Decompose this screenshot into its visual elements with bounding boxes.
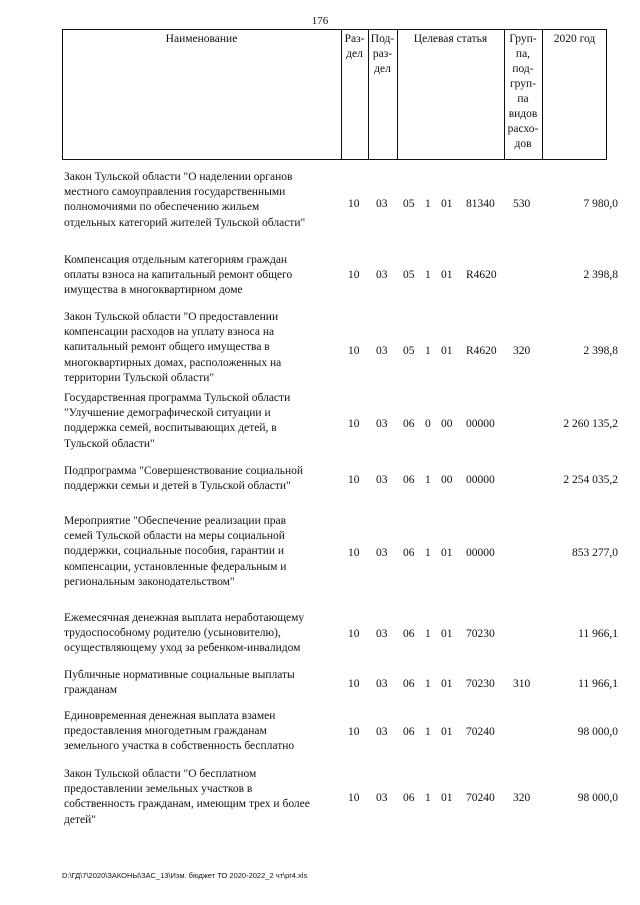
row-amount: 11 966,1: [578, 628, 618, 640]
row-podrazdel: 03: [376, 345, 388, 357]
row-podrazdel: 03: [376, 418, 388, 430]
row-razdel: 10: [348, 628, 360, 640]
row-target-activity: 01: [441, 792, 453, 804]
row-razdel: 10: [348, 792, 360, 804]
row-target-direction: 00000: [466, 418, 495, 430]
row-name: Мероприятие "Обеспечение реализации прав семей Тульской области на меры социальной поддержки, социальные пособия, гарантии и компенсации, установленные федеральным и региональным законодательством": [64, 515, 287, 588]
row-podrazdel: 03: [376, 547, 388, 559]
row-target-activity: 01: [441, 678, 453, 690]
row-target-direction: 81340: [466, 198, 495, 210]
row-razdel: 10: [348, 474, 360, 486]
row-amount: 98 000,0: [577, 726, 618, 738]
row-amount: 2 398,8: [583, 345, 618, 357]
row-target-program: 05: [403, 269, 415, 281]
row-razdel: 10: [348, 418, 360, 430]
file-path-footer: D:\ГД\7\2020\ЗАКОНЫ\ЗАС_13\Изм. бюджет ТО 2020-2022_2 чт\pr4.xls: [62, 871, 308, 880]
row-target-direction: 70240: [466, 726, 495, 738]
row-amount: 7 980,0: [583, 198, 618, 210]
row-name: Публичные нормативные социальные выплаты гражданам: [64, 669, 295, 697]
row-podrazdel: 03: [376, 269, 388, 281]
header-divider: [397, 29, 398, 160]
row-target-subprogram: 1: [425, 628, 431, 640]
row-amount: 2 254 035,2: [563, 474, 618, 486]
row-target-program: 05: [403, 345, 415, 357]
row-target-activity: 01: [441, 726, 453, 738]
row-target-subprogram: 1: [425, 269, 431, 281]
row-razdel: 10: [348, 269, 360, 281]
row-target-subprogram: 1: [425, 345, 431, 357]
row-amount: 98 000,0: [577, 792, 618, 804]
row-target-program: 06: [403, 792, 415, 804]
row-target-activity: 01: [441, 345, 453, 357]
row-target-subprogram: 1: [425, 474, 431, 486]
row-target-subprogram: 1: [425, 198, 431, 210]
header-razdel: Раз- дел: [344, 33, 365, 60]
row-razdel: 10: [348, 726, 360, 738]
row-name: Ежемесячная денежная выплата неработающему трудоспособному родителю (усыновителю), осуществляющему уход за ребенком-инвалидом: [64, 612, 305, 655]
header-group: Груп- па, под- груп- па видов расхо- дов: [507, 33, 539, 150]
row-target-direction: 70240: [466, 792, 495, 804]
row-target-program: 06: [403, 474, 415, 486]
row-target-direction: 00000: [466, 474, 495, 486]
row-target-direction: R4620: [466, 345, 497, 357]
row-target-subprogram: 1: [425, 726, 431, 738]
row-target-activity: 01: [441, 628, 453, 640]
row-target-program: 06: [403, 418, 415, 430]
row-target-direction: 00000: [466, 547, 495, 559]
row-name: Закон Тульской области "О предоставлении компенсации расходов на уплату взноса на капитальный ремонт общего имущества в многоквартирных домах, расположенных на территории Тульской области": [64, 311, 282, 384]
row-target-program: 06: [403, 678, 415, 690]
row-amount: 11 966,1: [578, 678, 618, 690]
row-razdel: 10: [348, 345, 360, 357]
row-podrazdel: 03: [376, 792, 388, 804]
row-razdel: 10: [348, 678, 360, 690]
row-name: Подпрограмма "Совершенствование социальной поддержки семьи и детей в Тульской области": [64, 465, 304, 493]
row-podrazdel: 03: [376, 628, 388, 640]
row-name: Государственная программа Тульской области "Улучшение демографической ситуации и поддержка семей, воспитывающих детей, в Тульской области": [64, 392, 291, 450]
row-amount: 853 277,0: [572, 547, 618, 559]
row-target-activity: 00: [441, 418, 453, 430]
row-target-subprogram: 1: [425, 547, 431, 559]
row-target-direction: 70230: [466, 678, 495, 690]
row-group: 320: [513, 792, 531, 804]
row-target-activity: 01: [441, 198, 453, 210]
row-target-subprogram: 1: [425, 678, 431, 690]
row-group: 530: [513, 198, 531, 210]
header-name: Наименование: [165, 33, 238, 45]
row-razdel: 10: [348, 547, 360, 559]
header-podrazdel: Под- раз- дел: [370, 33, 395, 75]
row-target-direction: 70230: [466, 628, 495, 640]
row-podrazdel: 03: [376, 678, 388, 690]
row-name: Компенсация отдельным категориям граждан оплаты взноса на капитальный ремонт общего имущества в многоквартирном доме: [64, 254, 293, 297]
row-group: 320: [513, 345, 531, 357]
row-group: 310: [513, 678, 531, 690]
row-target-direction: R4620: [466, 269, 497, 281]
page-number: 176: [311, 15, 329, 27]
row-razdel: 10: [348, 198, 360, 210]
row-name: Единовременная денежная выплата взамен предоставления многодетным гражданам земельного участка в собственность бесплатно: [64, 710, 295, 753]
header-target: Целевая статья: [413, 33, 488, 45]
row-name: Закон Тульской области "О бесплатном предоставлении земельных участков в собственность гражданам, имеющим трех и более детей": [64, 768, 310, 826]
row-target-program: 05: [403, 198, 415, 210]
row-target-program: 06: [403, 628, 415, 640]
header-divider: [542, 29, 543, 160]
row-target-activity: 01: [441, 269, 453, 281]
row-amount: 2 260 135,2: [563, 418, 618, 430]
row-podrazdel: 03: [376, 726, 388, 738]
row-target-subprogram: 1: [425, 792, 431, 804]
row-podrazdel: 03: [376, 198, 388, 210]
row-podrazdel: 03: [376, 474, 388, 486]
row-target-subprogram: 0: [425, 418, 431, 430]
row-target-activity: 00: [441, 474, 453, 486]
header-year: 2020 год: [553, 33, 596, 45]
row-amount: 2 398,8: [583, 269, 618, 281]
row-name: Закон Тульской области "О наделении органов местного самоуправления государственными полномочиями по обеспечению жильем отдельных категорий жителей Тульской области": [64, 171, 306, 229]
row-target-program: 06: [403, 547, 415, 559]
row-target-program: 06: [403, 726, 415, 738]
row-target-activity: 01: [441, 547, 453, 559]
